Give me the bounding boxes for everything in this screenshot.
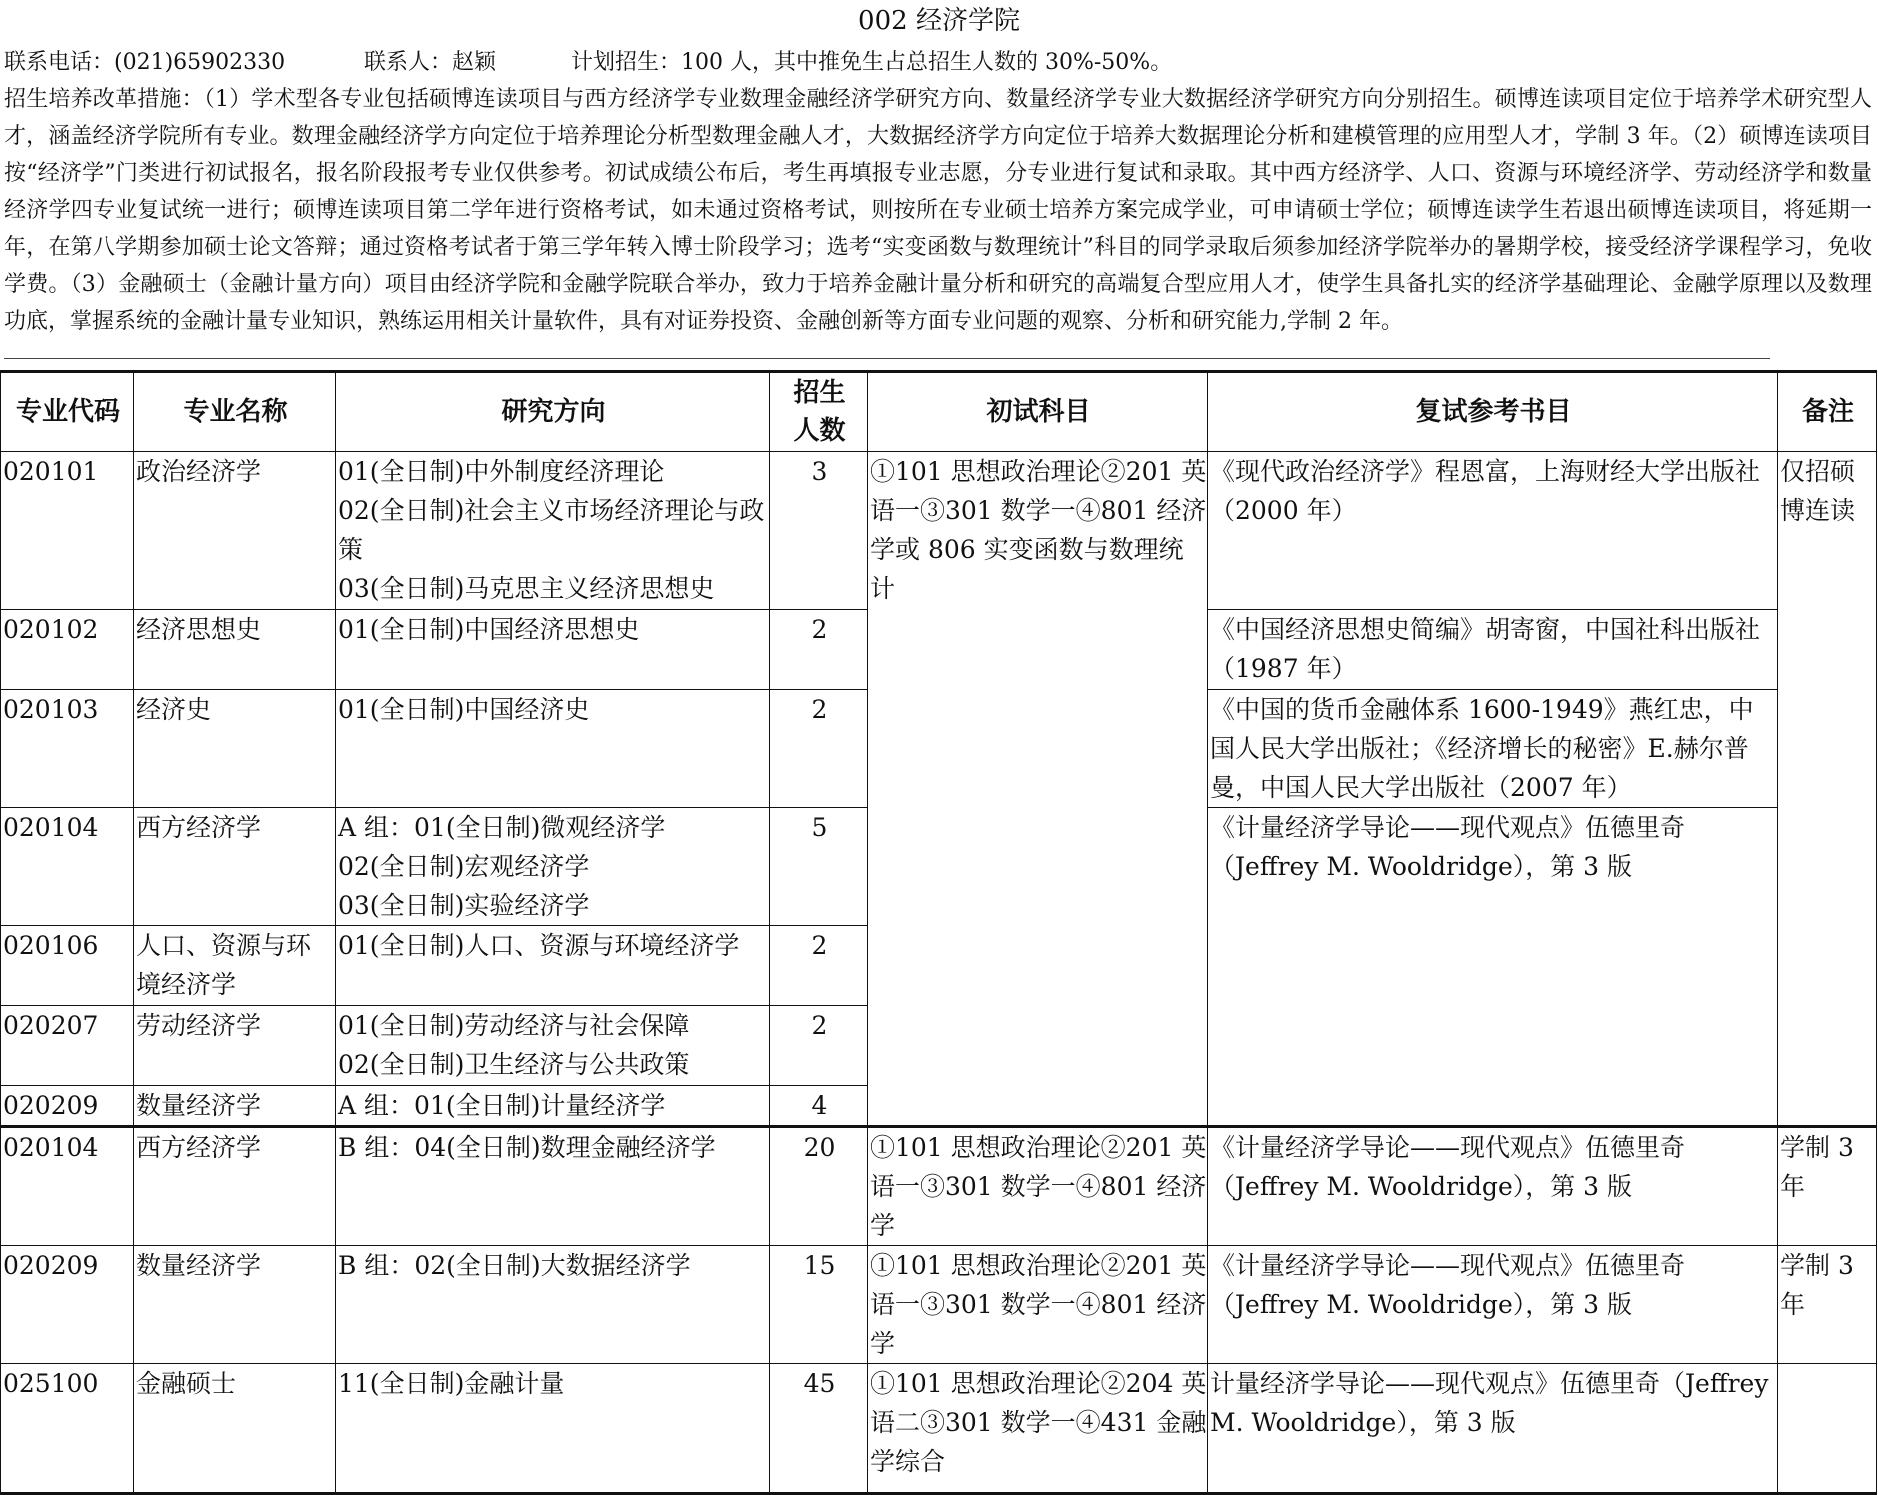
direction-line: B 组：02(全日制)大数据经济学 [338,1251,691,1280]
major-code: 020104 [1,1127,134,1246]
header-books: 复试参考书目 [1208,372,1778,452]
research-direction [336,1364,770,1494]
major-name: 政治经济学 [134,452,336,610]
enrollment-plan: 计划招生：100 人，其中推免生占总招生人数的 30%-50%。 [571,50,1173,75]
remark: 仅招硕博连读 [1778,452,1877,1127]
remark: 学制 3 年 [1778,1127,1877,1246]
direction-line: 03(全日制)马克思主义经济思想史 [338,574,715,603]
direction-line: 01(全日制)中国经济思想史 [338,615,640,644]
direction-line: 01(全日制)中外制度经济理论 [338,457,665,486]
direction-line: A 组：01(全日制)计量经济学 [338,1091,666,1120]
major-code: 020104 [1,808,134,926]
remark: 学制 3 年 [1778,1246,1877,1364]
direction-line: A 组：01(全日制)微观经济学 [338,813,666,842]
major-code: 020102 [1,610,134,690]
enrollment-count: 20 [770,1127,868,1246]
admission-table [0,370,1877,1495]
header-direction: 研究方向 [336,372,770,452]
enrollment-count: 3 [770,452,868,610]
direction-line: 01(全日制)劳动经济与社会保障 [338,1011,690,1040]
contact-phone: 联系电话：(021)65902330 [4,50,286,75]
header-note: 备注 [1778,372,1877,452]
reference-books: 计量经济学导论——现代观点》伍德里奇（Jeffrey M. Wooldridge），第 3 版 [1208,1364,1778,1494]
direction-line: B 组：04(全日制)数理金融经济学 [338,1133,716,1162]
enrollment-count: 2 [770,690,868,808]
table-header-row [1,372,1877,452]
major-name: 金融硕士 [134,1364,336,1494]
header-exam: 初试科目 [868,372,1208,452]
major-name: 经济思想史 [134,610,336,690]
major-code: 020209 [1,1086,134,1127]
direction-line: 01(全日制)人口、资源与环境经济学 [338,931,740,960]
enrollment-count: 2 [770,926,868,1006]
major-name: 劳动经济学 [134,1006,336,1086]
exam-subjects: ①101 思想政治理论②201 英语一③301 数学一④801 经济学 [868,1246,1208,1364]
enrollment-count: 4 [770,1086,868,1127]
major-code: 025100 [1,1364,134,1494]
direction-line: 03(全日制)实验经济学 [338,891,590,920]
table-row [1,1127,1877,1246]
direction-line: 01(全日制)中国经济史 [338,695,590,724]
reform-measures-text: 招生培养改革措施：（1）学术型各专业包括硕博连读项目与西方经济学专业数理金融经济学研究方向、数量经济学专业大数据经济学研究方向分别招生。硕博连读项目定位于培养学术研究型人才，涵盖经济学院所有专业。数理金融经济学方向定位于培养理论分析型数理金融人才，大数据经济学方向定位于培养大数据理论分析和建模管理的应用型人才，学制 3 年。（2）硕博连读项目按“经济学”门类进行初试报名，报名阶段报考专业仅供参考。初试成绩公布后，考生再填报专业志愿，分专业进行复试和录取。其中西方经济学、人口、资源与环境经济学、劳动经济学和数量经济学四专业复试统一进行；硕博连读项目第二学年进行资格考试，如未通过资格考试，则按所在专业硕士培养方案完成学业，可申请硕士学位；硕博连读学生若退出硕博连读项目，将延期一年，在第八学期参加硕士论文答辩；通过资格考试者于第三学年转入博士阶段学习；选考“实变函数与数理统计”科目的同学录取后须参加经济学院举办的暑期学校，接受经济学课程学习，免收学费。（3）金融硕士（金融计量方向）项目由经济学院和金融学院联合举办，致力于培养金融计量分析和研究的高端复合型应用人才，使学生具备扎实的经济学基础理论、金融学原理以及数理功底，掌握系统的金融计量专业知识，熟练运用相关计量软件，具有对证券投资、金融创新等方面专业问题的观察、分析和研究能力,学制 2 年。 [4,87,1872,334]
research-direction [336,1246,770,1364]
header-code: 专业代码 [1,372,134,452]
remark [1778,1364,1877,1494]
divider [4,358,1770,359]
contact-person: 联系人：赵颖 [364,50,497,75]
research-direction [336,452,770,610]
reference-books: 《中国经济思想史简编》胡寄窗，中国社科出版社（1987 年） [1208,610,1778,690]
research-direction [336,1086,770,1127]
reference-books: 《中国的货币金融体系 1600-1949》燕红忠，中国人民大学出版社；《经济增长的秘密》E.赫尔普曼，中国人民大学出版社（2007 年） [1208,690,1778,808]
reference-books: 《计量经济学导论——现代观点》伍德里奇（Jeffrey M. Wooldridge），第 3 版 [1208,808,1778,1127]
research-direction [336,1127,770,1246]
major-name: 数量经济学 [134,1086,336,1127]
exam-subjects: ①101 思想政治理论②204 英语二③301 数学一④431 金融学综合 [868,1364,1208,1494]
header-count-line1: 招生 [793,378,846,408]
research-direction [336,808,770,926]
table-row [1,452,1877,610]
direction-line: 02(全日制)卫生经济与公共政策 [338,1050,690,1079]
direction-line: 02(全日制)社会主义市场经济理论与政策 [338,496,765,564]
major-code: 020207 [1,1006,134,1086]
major-name: 数量经济学 [134,1246,336,1364]
major-name: 西方经济学 [134,1127,336,1246]
exam-subjects: ①101 思想政治理论②201 英语一③301 数学一④801 经济学 [868,1127,1208,1246]
enrollment-count: 2 [770,610,868,690]
header-name: 专业名称 [134,372,336,452]
major-name: 西方经济学 [134,808,336,926]
major-code: 020209 [1,1246,134,1364]
intro-section [4,44,1872,340]
research-direction [336,610,770,690]
page-title: 002 经济学院 [858,6,1020,36]
enrollment-count: 2 [770,1006,868,1086]
reference-books: 《计量经济学导论——现代观点》伍德里奇（Jeffrey M. Wooldridge），第 3 版 [1208,1127,1778,1246]
header-count-line2: 人数 [793,416,846,446]
contact-line [4,44,1872,81]
header-count [770,372,868,452]
major-code: 020101 [1,452,134,610]
research-direction [336,1006,770,1086]
table-row [1,1246,1877,1364]
enrollment-count: 15 [770,1246,868,1364]
table-row [1,1364,1877,1494]
research-direction [336,690,770,808]
reference-books: 《现代政治经济学》程恩富，上海财经大学出版社（2000 年） [1208,452,1778,610]
major-name: 经济史 [134,690,336,808]
enrollment-count: 45 [770,1364,868,1494]
major-code: 020103 [1,690,134,808]
research-direction [336,926,770,1006]
direction-line: 11(全日制)金融计量 [338,1369,565,1398]
exam-subjects: ①101 思想政治理论②201 英语一③301 数学一④801 经济学或 806 实变函数与数理统计 [868,452,1208,1127]
major-code: 020106 [1,926,134,1006]
reference-books: 《计量经济学导论——现代观点》伍德里奇（Jeffrey M. Wooldridge），第 3 版 [1208,1246,1778,1364]
enrollment-count: 5 [770,808,868,926]
direction-line: 02(全日制)宏观经济学 [338,852,590,881]
major-name: 人口、资源与环境经济学 [134,926,336,1006]
